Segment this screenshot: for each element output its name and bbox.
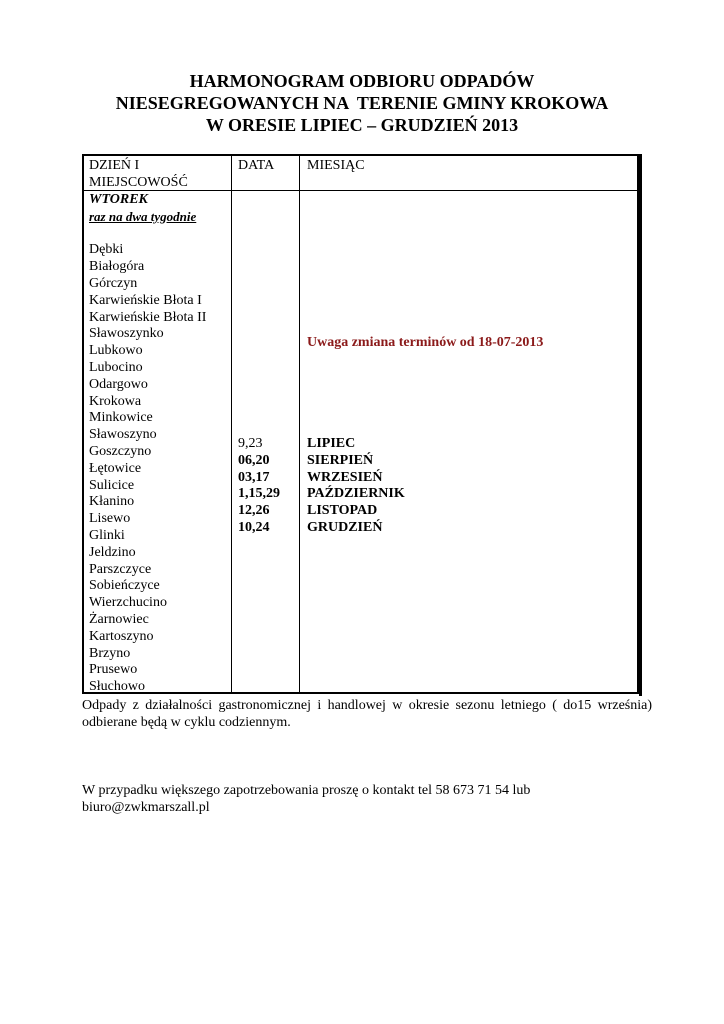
column-divider-2	[299, 156, 300, 692]
month-value: GRUDZIEŃ	[307, 519, 383, 535]
day-label: WTOREK	[89, 192, 148, 207]
header-day-place: DZIEŃ I MIEJSCOWOŚĆ	[89, 158, 188, 190]
title-line-1: HARMONOGRAM ODBIORU ODPADÓW	[189, 71, 535, 91]
month-value: PAŹDZIERNIK	[307, 486, 405, 502]
contact-note: W przypadku większego zapotrzebowania proszę o kontakt tel 58 673 71 54 lub biuro@zwkmarszall.pl	[82, 783, 531, 815]
date-value: 06,20	[238, 452, 270, 468]
list-item: Sławoszynko	[89, 326, 164, 342]
title-line-3: W ORESIE LIPIEC – GRUDZIEŃ 2013	[205, 115, 519, 135]
date-value: 9,23	[238, 436, 263, 451]
months-column	[307, 436, 637, 537]
list-item: Odargowo	[89, 376, 148, 392]
list-item: Karwieńskie Błota II	[89, 309, 207, 325]
list-item: Parszczyce	[89, 561, 152, 577]
date-value: 10,24	[238, 519, 270, 535]
month-value: LISTOPAD	[307, 503, 378, 519]
list-item: Wierzchucino	[89, 595, 167, 611]
column-divider-1	[231, 156, 232, 692]
list-item: Prusewo	[89, 662, 138, 678]
document-title	[0, 70, 724, 136]
list-item: Sławoszyno	[89, 427, 157, 443]
places-list	[89, 242, 229, 696]
date-value: 1,15,29	[238, 486, 280, 502]
list-item: Goszczyno	[89, 443, 152, 459]
month-value: WRZESIEŃ	[307, 469, 383, 485]
month-value: LIPIEC	[307, 436, 356, 451]
list-item: Żarnowiec	[89, 611, 149, 627]
table-shadow-border	[639, 154, 642, 696]
list-item: Słuchowo	[89, 679, 145, 695]
day-place-cell	[89, 192, 229, 696]
date-value: 03,17	[238, 469, 270, 485]
list-item: Kartoszyno	[89, 628, 154, 644]
dates-column	[238, 436, 298, 537]
list-item: Krokowa	[89, 393, 142, 409]
month-value: SIERPIEŃ	[307, 452, 374, 468]
list-item: Minkowice	[89, 410, 153, 426]
list-item: Dębki	[89, 242, 124, 258]
schedule-change-notice: Uwaga zmiana terminów od 18-07-2013	[307, 335, 544, 350]
gastronomy-note: Odpady z działalności gastronomicznej i handlowej w okresie sezonu letniego ( do15 września) odbierane będą w cyklu codziennym.	[82, 698, 652, 730]
date-value: 12,26	[238, 503, 270, 519]
list-item: Górczyn	[89, 275, 138, 291]
list-item: Sulicice	[89, 477, 135, 493]
list-item: Lisewo	[89, 511, 131, 527]
list-item: Jeldzino	[89, 544, 136, 560]
schedule-table	[82, 154, 639, 694]
title-line-2: NIESEGREGOWANYCH NA TERENIE GMINY KROKOWA	[115, 93, 609, 113]
list-item: Białogóra	[89, 259, 145, 275]
header-month: MIESIĄC	[307, 158, 365, 173]
header-date: DATA	[238, 158, 275, 173]
list-item: Łętowice	[89, 460, 142, 476]
list-item: Sobieńczyce	[89, 578, 160, 594]
list-item: Lubocino	[89, 359, 143, 375]
list-item: Brzyno	[89, 645, 131, 661]
list-item: Glinki	[89, 527, 125, 543]
frequency-label: raz na dwa tygodnie	[89, 208, 197, 224]
list-item: Kłanino	[89, 494, 135, 510]
list-item: Karwieńskie Błota I	[89, 292, 202, 308]
list-item: Lubkowo	[89, 343, 143, 359]
